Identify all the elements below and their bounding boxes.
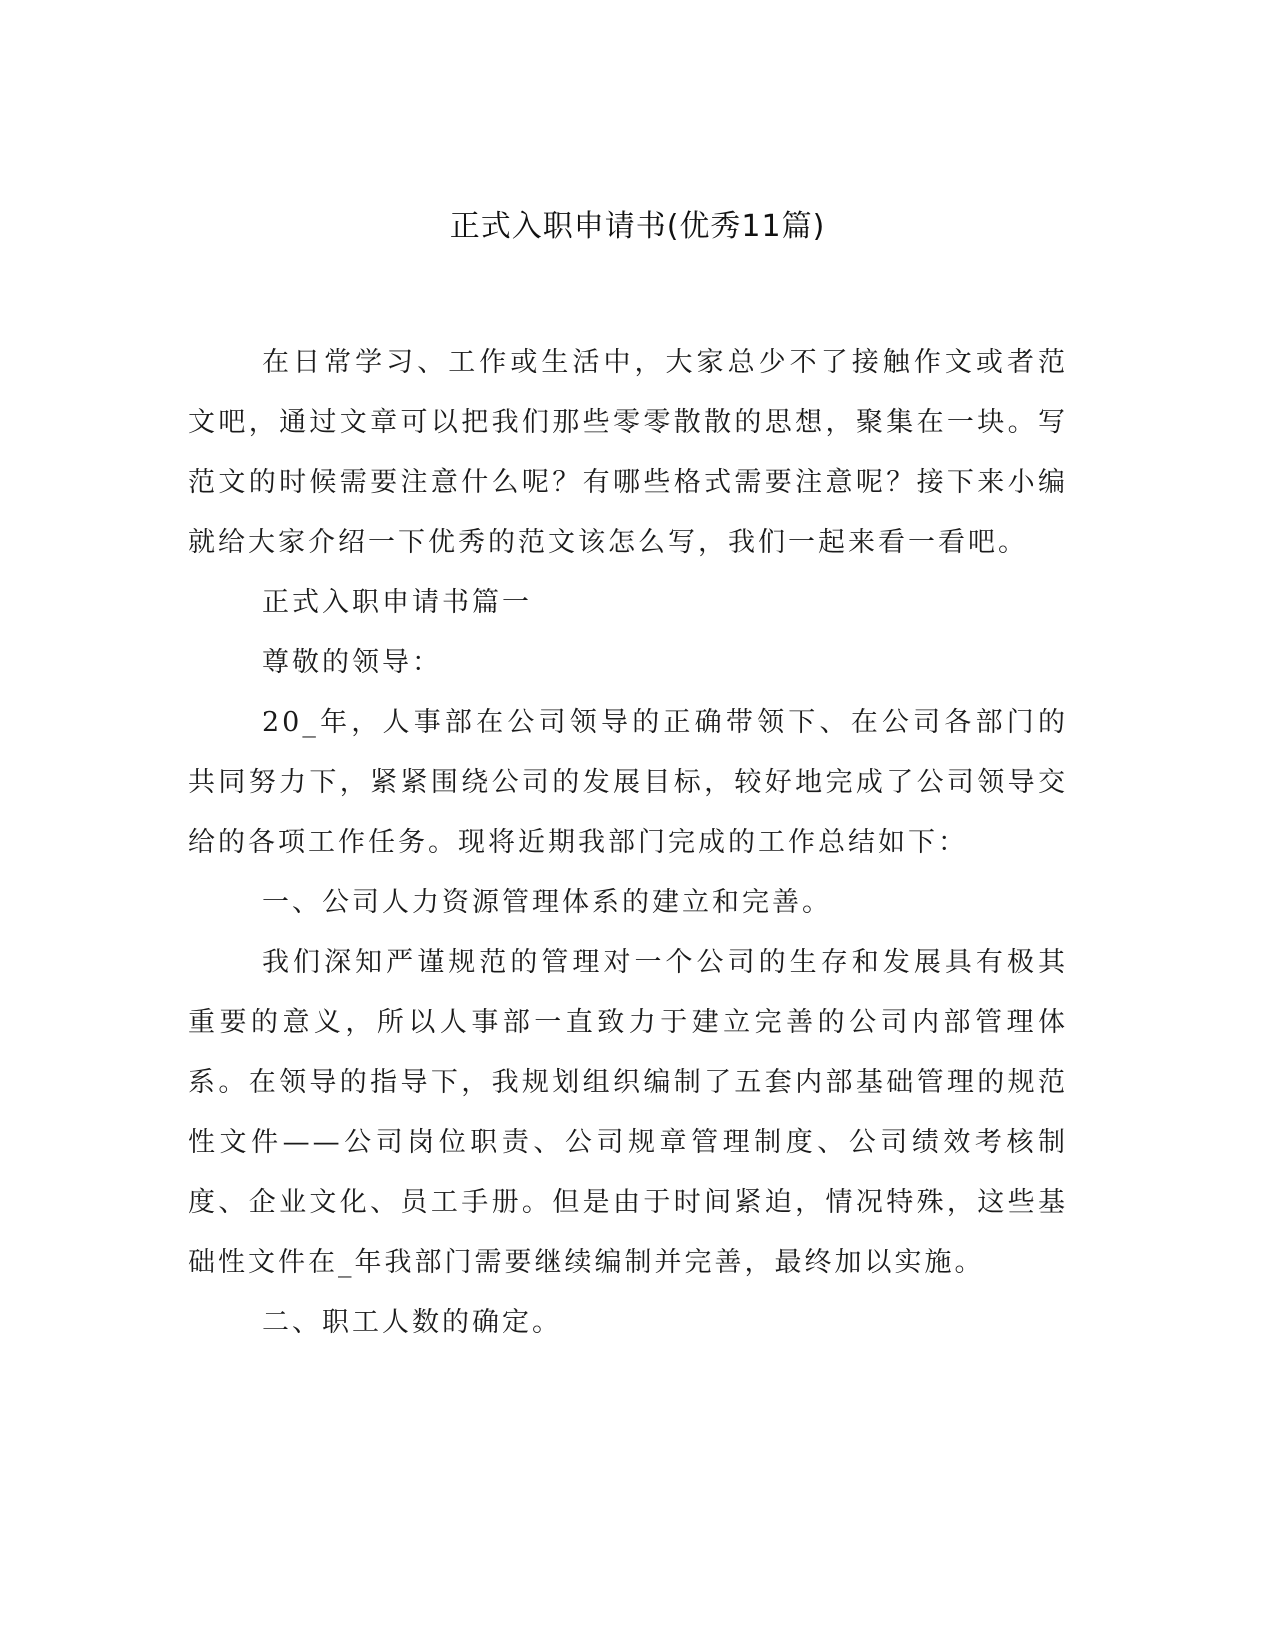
- intro-paragraph: 在日常学习、工作或生活中，大家总少不了接触作文或者范文吧，通过文章可以把我们那些零零散散的思想，聚集在一块。写范文的时候需要注意什么呢？有哪些格式需要注意呢？接下来小编就给大家介绍一下优秀的范文该怎么写，我们一起来看一看吧。: [188, 347, 1068, 558]
- body-paragraph: 我们深知严谨规范的管理对一个公司的生存和发展具有极其重要的意义，所以人事部一直致力于建立完善的公司内部管理体系。在领导的指导下，我规划组织编制了五套内部基础管理的规范性文件——公司岗位职责、公司规章管理制度、公司绩效考核制度、企业文化、员工手册。但是由于时间紧迫，情况特殊，这些基础性文件在_年我部门需要继续编制并完善，最终加以实施。: [188, 947, 1068, 1278]
- salutation: 尊敬的领导：: [262, 647, 442, 678]
- document-body: [188, 333, 1068, 1353]
- section-heading-1: 正式入职申请书篇一: [262, 587, 532, 618]
- subheading-1: 一、公司人力资源管理体系的建立和完善。: [262, 887, 832, 918]
- subheading-2: 二、职工人数的确定。: [262, 1307, 562, 1338]
- document-title: 正式入职申请书(优秀11篇): [449, 209, 826, 244]
- body-paragraph: 20_年，人事部在公司领导的正确带领下、在公司各部门的共同努力下，紧紧围绕公司的发展目标，较好地完成了公司领导交给的各项工作任务。现将近期我部门完成的工作总结如下：: [188, 707, 1068, 858]
